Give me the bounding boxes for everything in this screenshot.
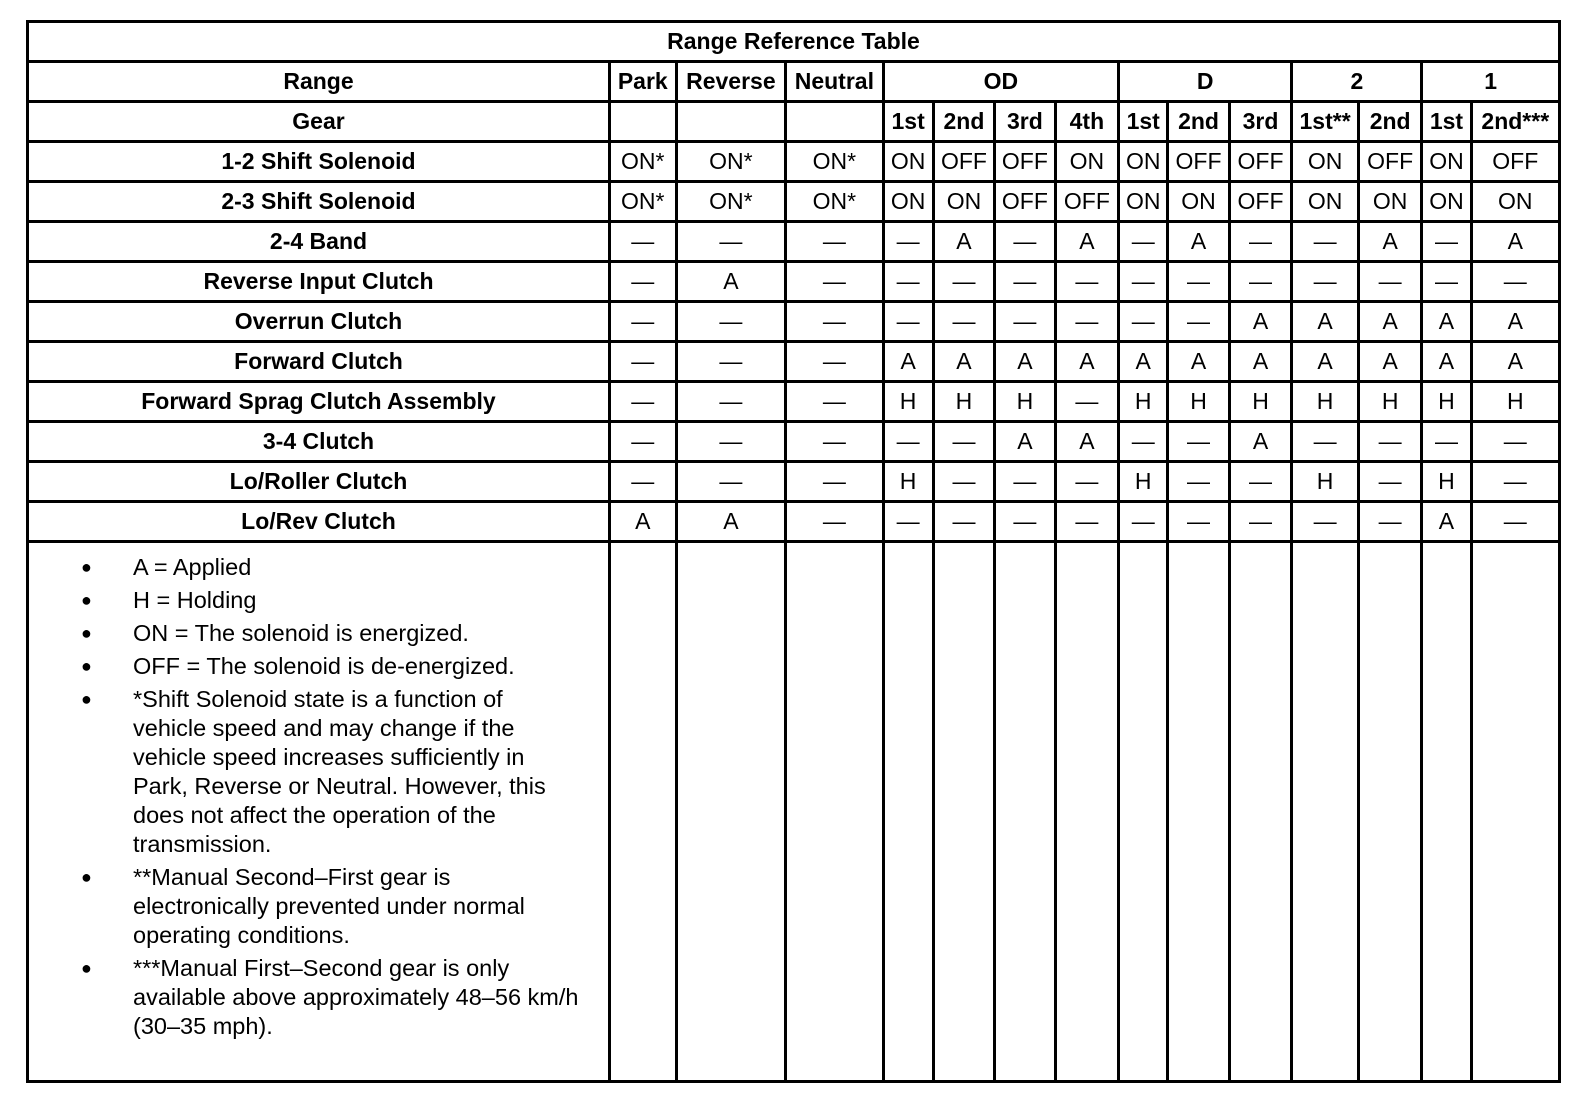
table-cell: OFF (1471, 142, 1559, 182)
table-cell: — (1168, 302, 1229, 342)
table-cell: — (883, 302, 933, 342)
table-cell: H (1422, 382, 1471, 422)
bullet-icon: ● (81, 958, 92, 978)
gear-header-cell: 1st** (1292, 102, 1359, 142)
table-cell: A (1229, 422, 1292, 462)
table-cell: A (995, 342, 1055, 382)
table-cell: ON (1422, 182, 1471, 222)
table-cell: — (933, 302, 994, 342)
gear-header-row (28, 102, 1560, 142)
table-cell: ON* (676, 142, 786, 182)
table-cell: — (1358, 462, 1422, 502)
table-row (28, 142, 1560, 182)
bullet-icon: ● (81, 557, 92, 577)
table-cell: A (995, 422, 1055, 462)
table-cell: ON* (676, 182, 786, 222)
table-row (28, 222, 1560, 262)
table-cell: OFF (1358, 142, 1422, 182)
table-cell: — (1292, 222, 1359, 262)
table-cell: A (1422, 502, 1471, 542)
table-cell: — (1471, 262, 1559, 302)
table-cell: A (1471, 342, 1559, 382)
table-cell: — (1358, 262, 1422, 302)
row-label: 2-4 Band (28, 222, 610, 262)
table-row (28, 422, 1560, 462)
table-cell: — (1292, 262, 1359, 302)
table-cell: — (1168, 462, 1229, 502)
legend-empty-cell (1168, 542, 1229, 1082)
table-cell: A (676, 262, 786, 302)
table-cell: ON* (786, 182, 883, 222)
table-cell: — (883, 262, 933, 302)
table-cell: — (1422, 422, 1471, 462)
legend-item (81, 652, 579, 681)
legend-row (28, 542, 1560, 1082)
table-cell: — (995, 462, 1055, 502)
table-cell: OFF (1229, 142, 1292, 182)
legend-item (81, 619, 579, 648)
table-cell: — (786, 422, 883, 462)
table-cell: — (883, 222, 933, 262)
table-cell: — (786, 262, 883, 302)
table-cell: OFF (995, 182, 1055, 222)
table-cell: A (1229, 342, 1292, 382)
table-cell: — (786, 342, 883, 382)
legend-empty-cell (933, 542, 994, 1082)
table-cell: A (1119, 342, 1168, 382)
table-cell: — (933, 422, 994, 462)
table-row (28, 342, 1560, 382)
bullet-icon: ● (81, 689, 92, 709)
table-cell: OFF (995, 142, 1055, 182)
gear-header-cell: 3rd (995, 102, 1055, 142)
table-cell: H (1292, 462, 1359, 502)
table-cell: H (1119, 462, 1168, 502)
legend-empty-cell (1119, 542, 1168, 1082)
row-label: Reverse Input Clutch (28, 262, 610, 302)
table-cell: — (1055, 382, 1119, 422)
table-cell: A (1471, 302, 1559, 342)
table-row (28, 302, 1560, 342)
table-cell: ON (883, 182, 933, 222)
table-cell: — (1422, 222, 1471, 262)
legend-empty-cell (1055, 542, 1119, 1082)
row-label: Forward Sprag Clutch Assembly (28, 382, 610, 422)
table-cell: A (676, 502, 786, 542)
table-cell: A (1292, 342, 1359, 382)
table-cell: A (1471, 222, 1559, 262)
table-cell: — (1168, 502, 1229, 542)
table-cell: ON (1292, 142, 1359, 182)
legend-text: ON = The solenoid is energized. (133, 620, 469, 646)
table-cell: ON* (609, 142, 676, 182)
table-cell: — (786, 462, 883, 502)
legend-empty-cell (1358, 542, 1422, 1082)
table-cell: H (1422, 462, 1471, 502)
range-group-header: Park (609, 62, 676, 102)
row-label: Overrun Clutch (28, 302, 610, 342)
table-cell: A (1358, 302, 1422, 342)
table-title: Range Reference Table (28, 22, 1560, 62)
legend-empty-cell (1422, 542, 1471, 1082)
table-cell: ON (883, 142, 933, 182)
range-header-label: Range (28, 62, 610, 102)
legend-text: *Shift Solenoid state is a function of vehicle speed and may change if the vehicle speed increases sufficiently in Park, Reverse or Neutral. However, this does not affect the operation of the transmission. (133, 686, 546, 857)
table-cell: A (933, 222, 994, 262)
range-header-row (28, 62, 1560, 102)
table-cell: ON (1055, 142, 1119, 182)
table-row (28, 262, 1560, 302)
table-cell: — (676, 342, 786, 382)
table-cell: — (995, 502, 1055, 542)
legend-text: A = Applied (133, 554, 252, 580)
table-cell: — (676, 382, 786, 422)
table-cell: — (786, 382, 883, 422)
table-cell: ON (1471, 182, 1559, 222)
table-row (28, 182, 1560, 222)
row-label: Lo/Rev Clutch (28, 502, 610, 542)
table-cell: — (1471, 462, 1559, 502)
gear-header-cell: 3rd (1229, 102, 1292, 142)
legend-text: H = Holding (133, 587, 257, 613)
table-cell: A (1358, 222, 1422, 262)
legend-empty-cell (609, 542, 676, 1082)
table-cell: ON* (786, 142, 883, 182)
table-row (28, 462, 1560, 502)
table-cell: H (1358, 382, 1422, 422)
table-row (28, 382, 1560, 422)
table-cell: — (609, 422, 676, 462)
table-body (28, 22, 1560, 1082)
table-cell: H (1471, 382, 1559, 422)
table-cell: — (1119, 302, 1168, 342)
table-cell: ON (1119, 142, 1168, 182)
table-cell: A (609, 502, 676, 542)
table-cell: A (1358, 342, 1422, 382)
gear-header-cell: 1st (883, 102, 933, 142)
row-label: Forward Clutch (28, 342, 610, 382)
table-cell: — (676, 222, 786, 262)
table-cell: — (1055, 262, 1119, 302)
legend-empty-cell (1471, 542, 1559, 1082)
table-cell: ON (1358, 182, 1422, 222)
legend-empty-cell (786, 542, 883, 1082)
gear-header-cell: 4th (1055, 102, 1119, 142)
table-cell: — (1422, 262, 1471, 302)
table-cell: A (1229, 302, 1292, 342)
range-group-header: OD (883, 62, 1119, 102)
table-cell: ON (1168, 182, 1229, 222)
table-cell: H (995, 382, 1055, 422)
table-cell: — (1168, 262, 1229, 302)
table-cell: A (883, 342, 933, 382)
legend-cell (28, 542, 610, 1082)
table-cell: OFF (1055, 182, 1119, 222)
gear-header-label: Gear (28, 102, 610, 142)
table-cell: — (609, 262, 676, 302)
table-cell: A (1292, 302, 1359, 342)
range-group-header: Reverse (676, 62, 786, 102)
row-label: 2-3 Shift Solenoid (28, 182, 610, 222)
table-cell: — (786, 302, 883, 342)
table-cell: ON* (609, 182, 676, 222)
legend-item (81, 863, 579, 950)
range-group-header: 2 (1292, 62, 1422, 102)
table-cell: — (609, 222, 676, 262)
legend-empty-cell (676, 542, 786, 1082)
table-cell: A (1055, 222, 1119, 262)
gear-header-cell (676, 102, 786, 142)
table-cell: — (1471, 502, 1559, 542)
table-cell: ON (1119, 182, 1168, 222)
table-cell: — (609, 342, 676, 382)
range-group-header: 1 (1422, 62, 1560, 102)
table-cell: — (933, 462, 994, 502)
table-cell: — (1229, 462, 1292, 502)
legend-text: ***Manual First–Second gear is only available above approximately 48–56 km/h (30–35 mph). (133, 955, 579, 1039)
table-cell: A (1168, 342, 1229, 382)
table-cell: — (1471, 422, 1559, 462)
table-cell: — (1168, 422, 1229, 462)
table-cell: OFF (1229, 182, 1292, 222)
table-cell: — (933, 262, 994, 302)
table-cell: H (883, 462, 933, 502)
title-row (28, 22, 1560, 62)
table-cell: A (1422, 302, 1471, 342)
table-cell: — (1292, 502, 1359, 542)
legend-text: OFF = The solenoid is de-energized. (133, 653, 515, 679)
table-cell: OFF (933, 142, 994, 182)
table-cell: — (995, 302, 1055, 342)
bullet-icon: ● (81, 623, 92, 643)
table-cell: — (933, 502, 994, 542)
table-cell: — (1358, 502, 1422, 542)
gear-header-cell: 1st (1119, 102, 1168, 142)
table-cell: — (1229, 222, 1292, 262)
table-cell: A (933, 342, 994, 382)
table-cell: — (1119, 262, 1168, 302)
table-cell: — (609, 462, 676, 502)
bullet-icon: ● (81, 867, 92, 887)
legend-item (81, 685, 579, 859)
table-cell: — (883, 502, 933, 542)
table-row (28, 502, 1560, 542)
table-cell: — (1055, 302, 1119, 342)
gear-header-cell (786, 102, 883, 142)
table-cell: — (883, 422, 933, 462)
table-cell: — (786, 222, 883, 262)
bullet-icon: ● (81, 656, 92, 676)
table-cell: OFF (1168, 142, 1229, 182)
table-cell: H (1119, 382, 1168, 422)
table-cell: — (1229, 502, 1292, 542)
legend-empty-cell (883, 542, 933, 1082)
range-group-header: Neutral (786, 62, 883, 102)
table-cell: — (609, 382, 676, 422)
table-cell: ON (1292, 182, 1359, 222)
row-label: Lo/Roller Clutch (28, 462, 610, 502)
table-cell: — (1055, 462, 1119, 502)
table-cell: H (883, 382, 933, 422)
legend-empty-cell (1229, 542, 1292, 1082)
gear-header-cell: 2nd (933, 102, 994, 142)
row-label: 1-2 Shift Solenoid (28, 142, 610, 182)
table-cell: — (995, 222, 1055, 262)
table-cell: A (1168, 222, 1229, 262)
table-cell: — (1119, 422, 1168, 462)
table-cell: — (676, 462, 786, 502)
table-cell: — (1358, 422, 1422, 462)
legend-list (81, 553, 588, 1041)
table-cell: — (676, 422, 786, 462)
gear-header-cell: 1st (1422, 102, 1471, 142)
table-cell: — (1119, 502, 1168, 542)
table-cell: — (1055, 502, 1119, 542)
table-cell: ON (933, 182, 994, 222)
table-cell: A (1055, 342, 1119, 382)
legend-item (81, 553, 579, 582)
bullet-icon: ● (81, 590, 92, 610)
table-cell: — (1119, 222, 1168, 262)
table-cell: H (1168, 382, 1229, 422)
range-group-header: D (1119, 62, 1292, 102)
table-cell: — (1229, 262, 1292, 302)
table-cell: — (1292, 422, 1359, 462)
gear-header-cell: 2nd*** (1471, 102, 1559, 142)
table-cell: — (995, 262, 1055, 302)
gear-header-cell: 2nd (1168, 102, 1229, 142)
range-reference-table (26, 20, 1561, 1083)
table-cell: H (1229, 382, 1292, 422)
table-cell: H (1292, 382, 1359, 422)
row-label: 3-4 Clutch (28, 422, 610, 462)
legend-empty-cell (995, 542, 1055, 1082)
table-cell: — (786, 502, 883, 542)
table-cell: — (676, 302, 786, 342)
legend-text: **Manual Second–First gear is electronically prevented under normal operating conditions. (133, 864, 525, 948)
table-cell: H (933, 382, 994, 422)
table-cell: — (609, 302, 676, 342)
gear-header-cell: 2nd (1358, 102, 1422, 142)
gear-header-cell (609, 102, 676, 142)
legend-item (81, 586, 579, 615)
legend-empty-cell (1292, 542, 1359, 1082)
table-cell: A (1055, 422, 1119, 462)
table-cell: ON (1422, 142, 1471, 182)
table-cell: A (1422, 342, 1471, 382)
legend-item (81, 954, 579, 1041)
